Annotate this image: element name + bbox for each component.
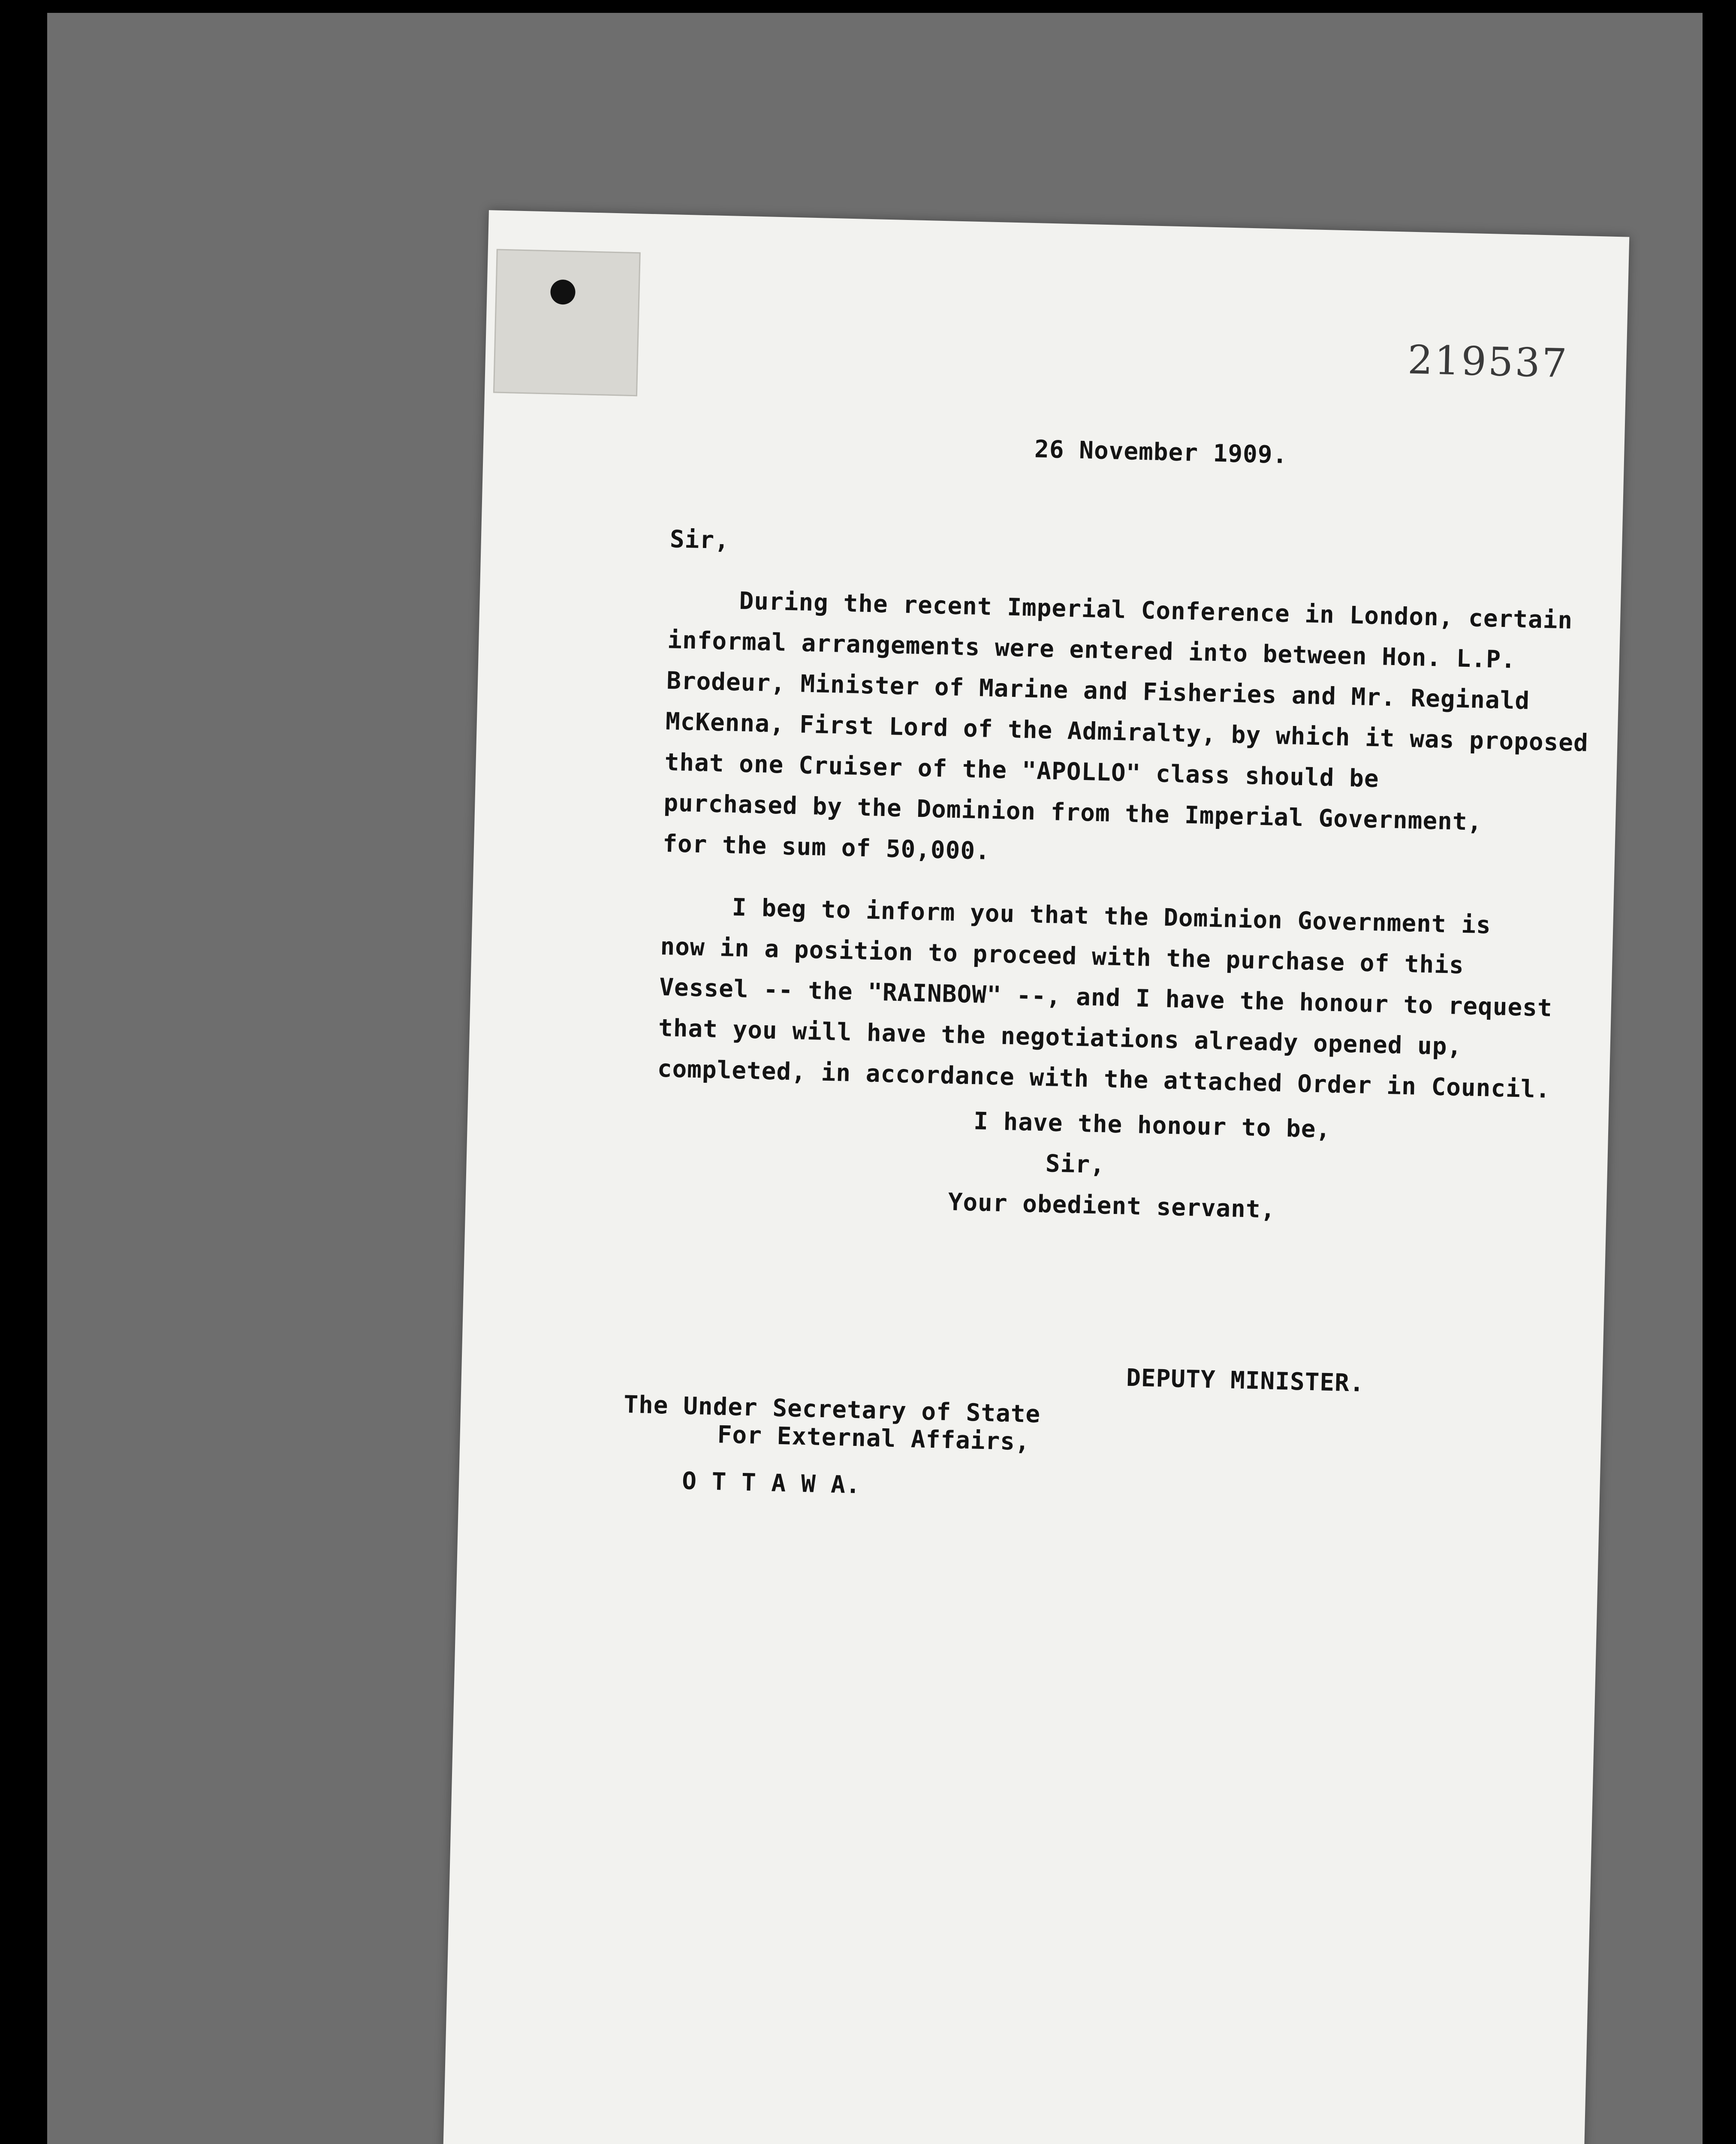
closing-line: Your obedient servant, — [948, 1188, 1276, 1224]
body-line: Brodeur, Minister of Marine and Fisheries and Mr. Reginald — [666, 667, 1530, 715]
signature-title: DEPUTY MINISTER. — [1126, 1364, 1365, 1397]
body-line: During the recent Imperial Conference in London, certain — [738, 587, 1573, 635]
corner-tab — [493, 249, 641, 396]
letter-date: 26 November 1909. — [1034, 435, 1288, 470]
closing-line: Sir, — [1045, 1150, 1106, 1179]
address-line: The Under Secretary of State — [623, 1391, 1041, 1429]
body-line: McKenna, First Lord of the Admiralty, by which it was proposed — [665, 708, 1589, 757]
closing-line: I have the honour to be, — [973, 1107, 1331, 1144]
salutation: Sir, — [669, 525, 730, 555]
microfilm-frame — [47, 13, 1703, 2144]
body-line: Vessel -- the "RAINBOW" --, and I have the honour to request — [659, 973, 1553, 1022]
body-line: purchased by the Dominion from the Imperial Government, — [663, 789, 1483, 836]
document-number: 219537 — [1407, 337, 1569, 387]
address-line: O T T A W A. — [681, 1467, 861, 1500]
body-line: now in a position to proceed with the purchase of this — [660, 932, 1465, 980]
body-line: informal arrangements were entered into between Hon. L.P. — [667, 626, 1516, 674]
body-line: I beg to inform you that the Dominion Government is — [732, 893, 1492, 940]
body-line: that you will have the negotiations already opened up, — [658, 1014, 1463, 1061]
body-line: completed, in accordance with the attached Order in Council. — [657, 1054, 1551, 1104]
body-line: that one Cruiser of the "APOLLO" class should be — [664, 748, 1380, 793]
punch-hole — [550, 279, 576, 304]
body-line: for the sum of 50,000. — [662, 829, 991, 865]
address-line: For External Affairs, — [717, 1421, 1031, 1456]
letter-page — [435, 210, 1629, 2144]
